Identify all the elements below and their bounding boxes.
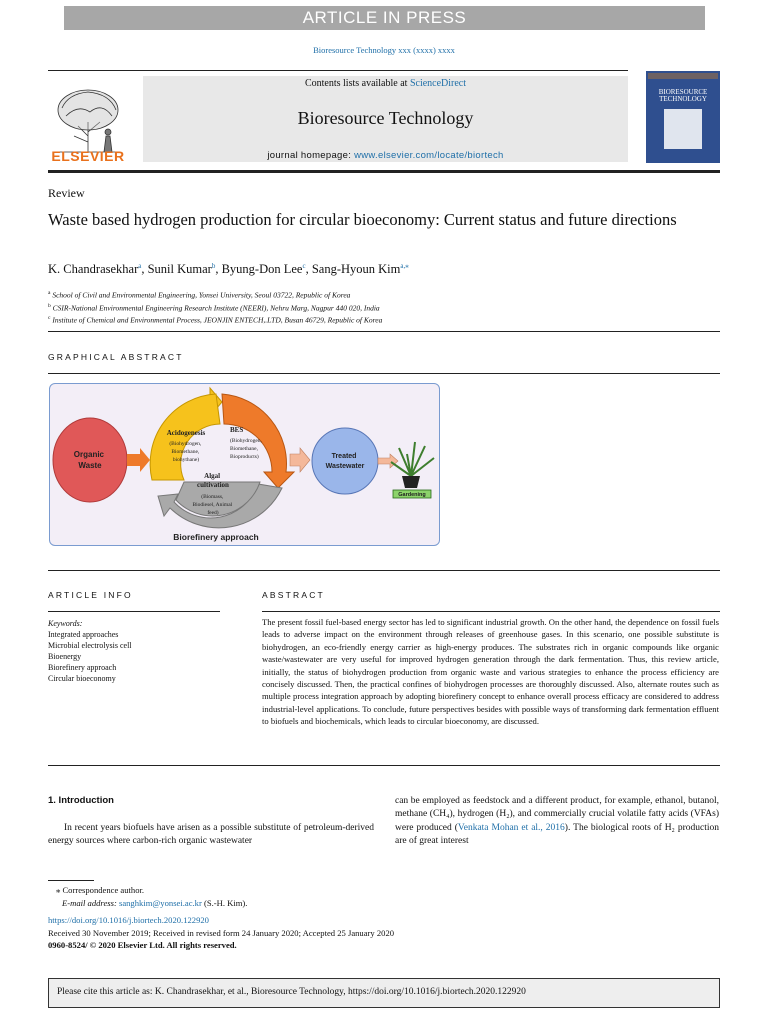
keywords-list: Keywords: Integrated approaches Microbial electrolysis cell Bioenergy Biorefinery approach Circular bioeconomy [48, 619, 132, 683]
acidogenesis-label: Acidogenesis [166, 429, 206, 437]
citation-link[interactable]: Venkata Mohan et al., 2016 [457, 822, 565, 833]
svg-text:Gardening [398, 492, 426, 498]
treated-label-2: Wastewater [325, 463, 365, 470]
journal-title: Bioresource Technology [297, 108, 474, 128]
contents-line: Contents lists available at ScienceDirect [304, 78, 467, 89]
article-type: Review [48, 186, 85, 200]
bes-label: BES [230, 426, 244, 434]
correspondence-footnote: ⁎ Correspondence author. E-mail address: sanghkim@yonsei.ac.kr (S.-H. Kim). [48, 880, 247, 910]
svg-text:(Biohydrogen, Biomethane: (Biohydrogen, Biomethane, biohythane) [169, 441, 202, 463]
keyword-item: Biorefinery approach [48, 663, 117, 672]
received-dates: Received 30 November 2019; Received in revised form 24 January 2020; Accepted 25 January 2020 [48, 927, 395, 938]
graphical-abstract-heading: GRAPHICAL ABSTRACT [48, 352, 184, 362]
keyword-item: Circular bioeconomy [48, 674, 116, 683]
cover-title: BIORESOURCE TECHNOLOGY [658, 88, 708, 103]
abstract-text: The present fossil fuel-based energy sector has led to significant industrial growth. On the other hand, the dependence on fossil fuels leads to adverse impact on the environment through releases of greenhouse gases. In this scenario, one possible substitute is biohydrogen, an eco-friendly energy carrier as high-energy produces. The substrates rich in organic compounds like organic waste/wastewater are very useful for improved hydrogen generation through the dark fermentation. Thus, this review article, initially, the status of biohydrogen production from organic waste and various strategies to enhance the process efficiency are concisely discussed. Then, the practical confines of biohydrogen processes are thoroughly discussed. Also, alternate routes such as multiple process integration approach by adopting biorefinery concept to enhance overall process efficacy are considered to address industrial-level applications. To conclude, future perspectives besides with possible ways of transforming dark fermentation effluent to biofuels and biochemicals, which leads to circular bioeconomy, are discussed. [262, 617, 719, 727]
keyword-item: Bioenergy [48, 652, 82, 661]
fern-plant-icon [391, 442, 434, 488]
organic-waste-label-2: Waste [78, 461, 102, 470]
arrow-to-treated [290, 448, 310, 472]
abstract-heading: ABSTRACT [262, 590, 325, 600]
treated-label-1: Treated [331, 453, 357, 460]
svg-text:Algal cultivation [197, 472, 229, 489]
copyright: 0960-8524/ © 2020 Elsevier Ltd. All rights reserved. [48, 940, 237, 950]
journal-cover-image [646, 71, 720, 163]
cite-article-box: Please cite this article as: K. Chandrasekhar, et al., Bioresource Technology, https://doi.org/10.1016/j.biortech.2020.122920 [48, 978, 720, 1008]
introduction-heading: 1. Introduction [48, 795, 114, 806]
affiliations: $^a$ School of Civil and Environmental Engineering, Yonsei University, Seoul 03722, Republic of Korea $^b$ CSIR-National Environmental Engineering Research Institute (NEERI), Nehru Marg, Nagpur 440 020, India $^c$ Institute of Chemical and Environmental Process, JEONJIN ENTECH,.LTD, Busan 46729, Republic of Korea [48, 290, 383, 325]
intro-right-column: can be employed as feedstock and a different product, for example, ethanol, butanol, methane (CH₄), hydrogen (H₂), and commercially crucial volatile fatty acids (VFAs) were produced (Venkata Mohan et al., 2016). The biological roots of H₂ production are of great interest [395, 796, 720, 846]
algal-label-1: Algal [204, 472, 221, 480]
publication-info [48, 914, 394, 952]
organic-waste-label-1: Organic [73, 450, 104, 459]
svg-text:BES [230, 426, 243, 434]
keyword-item: Integrated approaches [48, 630, 119, 639]
author-name[interactable]: Byung-Don Lee [221, 262, 303, 277]
doi-link[interactable]: https://doi.org/10.1016/j.biortech.2020.122920 [48, 915, 209, 925]
svg-text:(Biomass, Biodiesel, Ani: (Biomass, Biodiesel, Animal feed) [192, 494, 233, 516]
journal-reference-link[interactable]: Bioresource Technology xxx (xxxx) xxxx [313, 45, 455, 55]
gardening-label: Gardening [398, 492, 426, 498]
biorefinery-caption: Biorefinery approach [173, 532, 259, 542]
svg-text:Acidogenesis [167, 429, 206, 437]
keyword-item: Microbial electrolysis cell [48, 641, 132, 650]
author-name[interactable]: K. Chandrasekhar [48, 262, 139, 277]
journal-homepage: journal homepage: www.elsevier.com/locate/biortech [267, 150, 504, 161]
article-in-press-banner: ARTICLE IN PRESS [64, 6, 705, 30]
svg-text:Biorefinery approach [173, 532, 259, 542]
email-link[interactable]: sanghkim@yonsei.ac.kr [118, 898, 202, 908]
sciencedirect-link[interactable]: ScienceDirect [409, 78, 467, 89]
intro-left-column: In recent years biofuels have arisen as a possible substitute of petroleum-derived energy sources where carbon-rich organic wastewater [48, 823, 374, 847]
author-list: K. Chandrasekhar$^a$, Sunil Kumar$^b$, Byung-Don Lee$^c$, Sang-Hyoun Kim$^{a,⁎}$ [48, 262, 409, 277]
elsevier-wordmark: ELSEVIER [51, 148, 125, 164]
graphical-abstract-figure [49, 383, 440, 546]
svg-text:(Biohydrogen, Biomethane: (Biohydrogen, Biomethane, Bioproducts) [230, 438, 262, 460]
treated-wastewater-circle [312, 428, 378, 494]
article-info-heading: ARTICLE INFO [48, 590, 133, 600]
algal-label-2: cultivation [197, 481, 229, 489]
article-title: Waste based hydrogen production for circular bioeconomy: Current status and future directions [48, 210, 677, 229]
author-name[interactable]: Sang-Hyoun Kim [311, 262, 401, 277]
author-name[interactable]: Sunil Kumar [147, 262, 212, 277]
arrow-to-acidogenesis [127, 448, 150, 472]
organic-waste-circle [53, 418, 127, 502]
homepage-link[interactable]: www.elsevier.com/locate/biortech [354, 150, 504, 161]
